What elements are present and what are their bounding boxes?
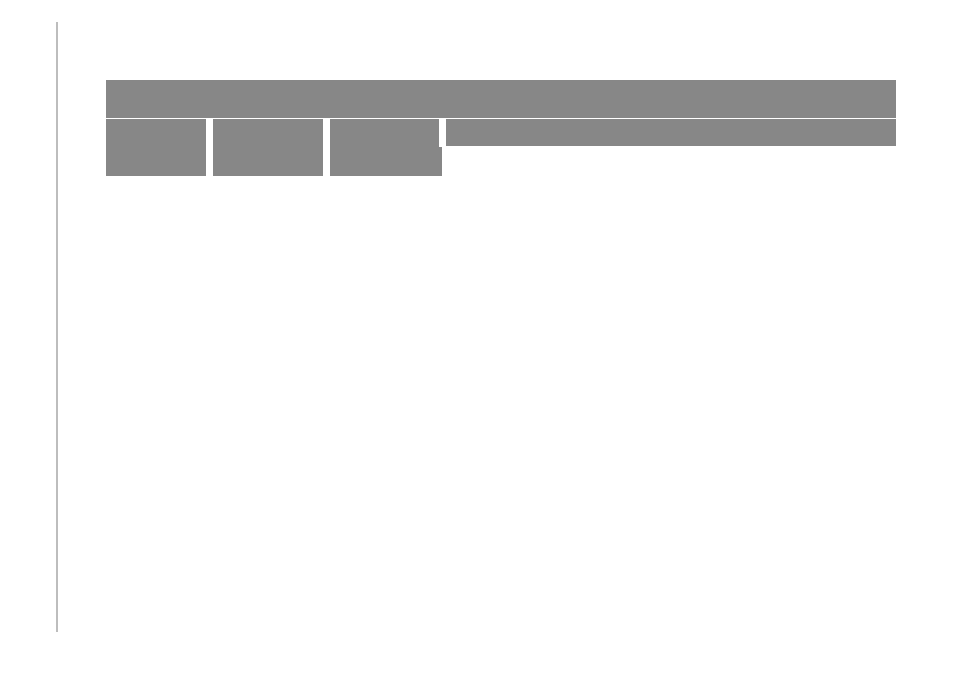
version-header (106, 80, 896, 118)
header-weight (209, 118, 326, 176)
header-type (106, 118, 209, 176)
child-seat-table (106, 80, 896, 176)
header-front (326, 118, 442, 176)
side-rule (56, 22, 58, 632)
header-rear-group (442, 118, 896, 146)
